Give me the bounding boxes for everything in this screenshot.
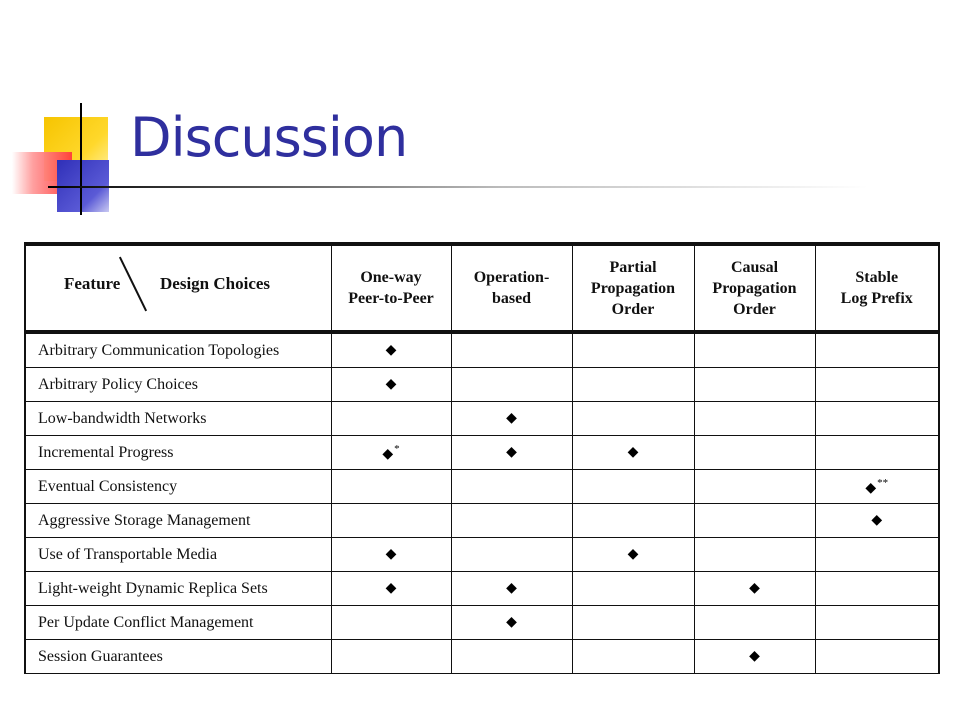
- mark-cell: ◆: [331, 332, 451, 368]
- mark-cell: ◆: [451, 436, 572, 470]
- mark-cell: [694, 402, 815, 436]
- table-body: [25, 332, 939, 674]
- feature-cell: Incremental Progress: [25, 436, 331, 470]
- slide-logo: [0, 0, 140, 230]
- mark-cell: ◆: [815, 504, 939, 538]
- table-row: [25, 470, 939, 504]
- header-col-causal-order: Causal Propagation Order: [694, 244, 815, 332]
- header-feature-label: Feature: [64, 274, 121, 293]
- mark-cell: [815, 368, 939, 402]
- feature-cell: Arbitrary Communication Topologies: [25, 332, 331, 368]
- mark-cell: [331, 470, 451, 504]
- feature-cell: Aggressive Storage Management: [25, 504, 331, 538]
- mark-cell: [694, 332, 815, 368]
- table-row: [25, 640, 939, 674]
- mark-cell: [451, 538, 572, 572]
- mark-cell: ◆: [451, 572, 572, 606]
- mark-cell: [572, 402, 694, 436]
- mark-cell: [694, 470, 815, 504]
- mark-cell: ◆: [694, 640, 815, 674]
- mark-cell: ◆: [451, 402, 572, 436]
- mark-cell: [815, 606, 939, 640]
- slide-title: Discussion: [130, 106, 408, 169]
- mark-cell: [815, 640, 939, 674]
- feature-cell: Session Guarantees: [25, 640, 331, 674]
- table-row: [25, 332, 939, 368]
- header-diagonal-slash: [119, 257, 147, 312]
- mark-cell: [572, 572, 694, 606]
- mark-cell: [815, 436, 939, 470]
- feature-cell: Low-bandwidth Networks: [25, 402, 331, 436]
- header-design-label: Design Choices: [160, 274, 271, 293]
- mark-cell: [451, 368, 572, 402]
- header-col-one-way: One-way Peer-to-Peer: [331, 244, 451, 332]
- logo-vertical-line: [80, 103, 82, 215]
- mark-cell: [694, 368, 815, 402]
- mark-cell: [694, 504, 815, 538]
- mark-cell: [815, 402, 939, 436]
- mark-cell: [572, 504, 694, 538]
- table-header-row: [25, 244, 939, 332]
- footnote-marker: *: [394, 442, 400, 455]
- table-row: [25, 572, 939, 606]
- feature-cell: Per Update Conflict Management: [25, 606, 331, 640]
- header-col-stable-log: Stable Log Prefix: [815, 244, 939, 332]
- mark-cell: [572, 332, 694, 368]
- mark-cell: [572, 470, 694, 504]
- feature-design-table: [24, 242, 940, 674]
- table-row: [25, 402, 939, 436]
- feature-cell: Eventual Consistency: [25, 470, 331, 504]
- mark-cell: ◆: [451, 606, 572, 640]
- feature-cell: Light-weight Dynamic Replica Sets: [25, 572, 331, 606]
- mark-cell: [331, 606, 451, 640]
- mark-cell: [572, 606, 694, 640]
- mark-cell: [815, 572, 939, 606]
- table-row: [25, 504, 939, 538]
- table-row: [25, 538, 939, 572]
- mark-cell: ◆: [572, 436, 694, 470]
- mark-cell: ◆: [694, 572, 815, 606]
- mark-cell: [451, 640, 572, 674]
- mark-cell: ◆: [331, 572, 451, 606]
- mark-cell: [815, 332, 939, 368]
- footnote-marker: **: [877, 476, 889, 489]
- feature-cell: Arbitrary Policy Choices: [25, 368, 331, 402]
- mark-cell: ◆: [331, 538, 451, 572]
- mark-cell: ◆: [331, 368, 451, 402]
- title-underline: [48, 186, 868, 188]
- header-col-operation-based: Operation- based: [451, 244, 572, 332]
- diamond-marker: ◆: [382, 446, 394, 462]
- mark-cell: [331, 402, 451, 436]
- header-corner-cell: [25, 244, 331, 332]
- diamond-marker: ◆: [865, 480, 877, 496]
- mark-cell: [694, 436, 815, 470]
- mark-cell: [451, 504, 572, 538]
- header-col-partial-order: Partial Propagation Order: [572, 244, 694, 332]
- mark-cell: [815, 470, 939, 504]
- mark-cell: [331, 436, 451, 470]
- table-row: [25, 368, 939, 402]
- table-row: [25, 436, 939, 470]
- mark-cell: [451, 332, 572, 368]
- mark-cell: [451, 470, 572, 504]
- mark-cell: ◆: [572, 538, 694, 572]
- mark-cell: [694, 606, 815, 640]
- feature-cell: Use of Transportable Media: [25, 538, 331, 572]
- table-row: [25, 606, 939, 640]
- mark-cell: [572, 368, 694, 402]
- mark-cell: [694, 538, 815, 572]
- mark-cell: [331, 640, 451, 674]
- mark-cell: [815, 538, 939, 572]
- mark-cell: [331, 504, 451, 538]
- mark-cell: [572, 640, 694, 674]
